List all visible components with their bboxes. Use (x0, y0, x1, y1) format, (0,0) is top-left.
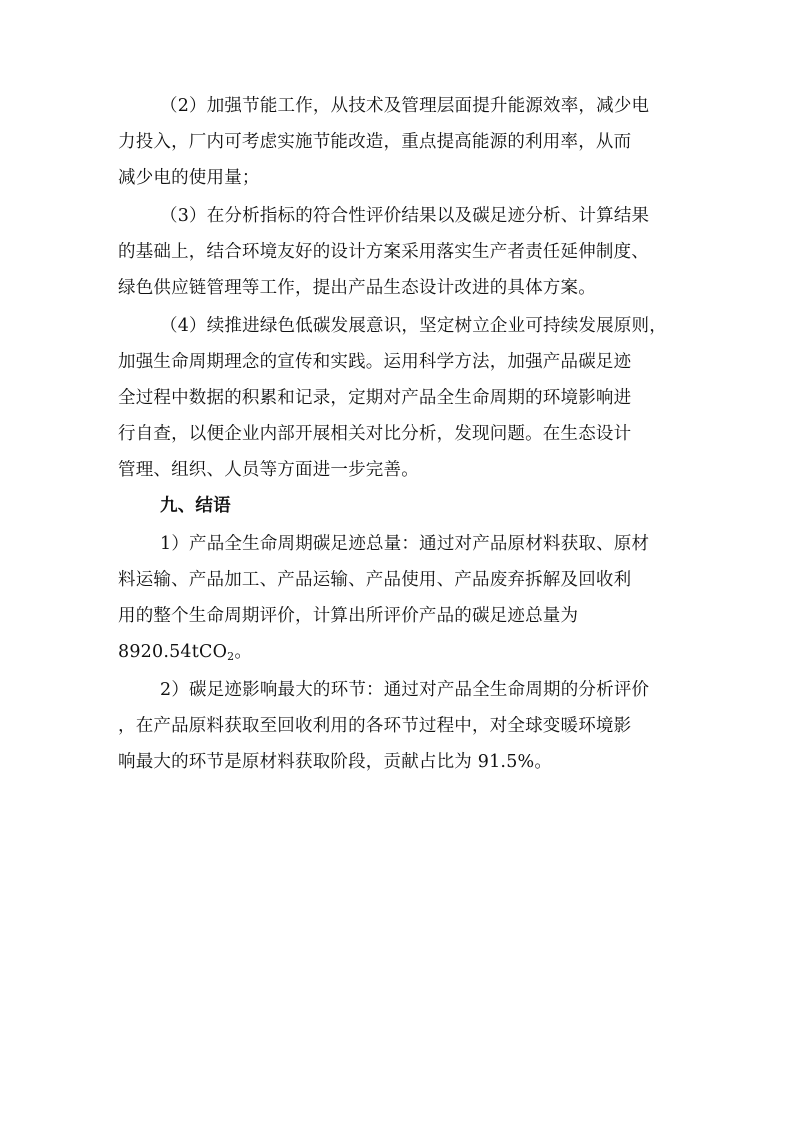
paragraph-3-line-2: 的基础上，结合环境友好的设计方案采用落实生产者责任延伸制度、 (118, 242, 649, 262)
paragraph-3-line-1: （3）在分析指标的符合性评价结果以及碳足迹分析、计算结果 (160, 206, 650, 226)
paragraph-2-line-1: （2）加强节能工作，从技术及管理层面提升能源效率，减少电 (160, 96, 650, 116)
co2-subscript: 2 (227, 650, 235, 663)
paragraph-4-line-5: 管理、组织、人员等方面进一步完善。 (118, 460, 419, 480)
conclusion-1-line-2: 料运输、产品加工、产品运输、产品使用、产品废弃拆解及回收利 (118, 570, 632, 590)
conclusion-2-line-2: ，在产品原料获取至回收利用的各环节过程中，对全球变暖环境影 (118, 716, 632, 736)
section-heading: 九、结语 (160, 496, 231, 516)
conclusion-1-line-1: 1）产品全生命周期碳足迹总量：通过对产品原材料获取、原材 (160, 534, 650, 554)
paragraph-4-line-4: 行自查，以便企业内部开展相关对比分析，发现问题。在生态设计 (118, 424, 632, 444)
conclusion-1-line-4 (118, 637, 678, 667)
conclusion-2-line-1: 2）碳足迹影响最大的环节：通过对产品全生命周期的分析评价 (160, 680, 650, 700)
paragraph-4-line-2: 加强生命周期理念的宣传和实践。运用科学方法，加强产品碳足迹 (118, 352, 632, 372)
period-mark: 。 (234, 642, 253, 662)
carbon-total-value: 8920.54tCO (118, 642, 228, 662)
paragraph-2-line-2: 力投入，厂内可考虑实施节能改造，重点提高能源的利用率，从而 (118, 132, 632, 152)
conclusion-2-line-3: 响最大的环节是原材料获取阶段，贡献占比为 91.5%。 (118, 752, 553, 772)
paragraph-2-line-3: 减少电的使用量； (118, 168, 260, 188)
conclusion-1-line-3: 用的整个生命周期评价，计算出所评价产品的碳足迹总量为 (118, 606, 579, 626)
paragraph-3-line-3: 绿色供应链管理等工作，提出产品生态设计改进的具体方案。 (118, 278, 596, 298)
paragraph-4-line-1: （4）续推进绿色低碳发展意识，坚定树立企业可持续发展原则， (160, 316, 667, 336)
paragraph-4-line-3: 全过程中数据的积累和记录，定期对产品全生命周期的环境影响进 (118, 388, 632, 408)
